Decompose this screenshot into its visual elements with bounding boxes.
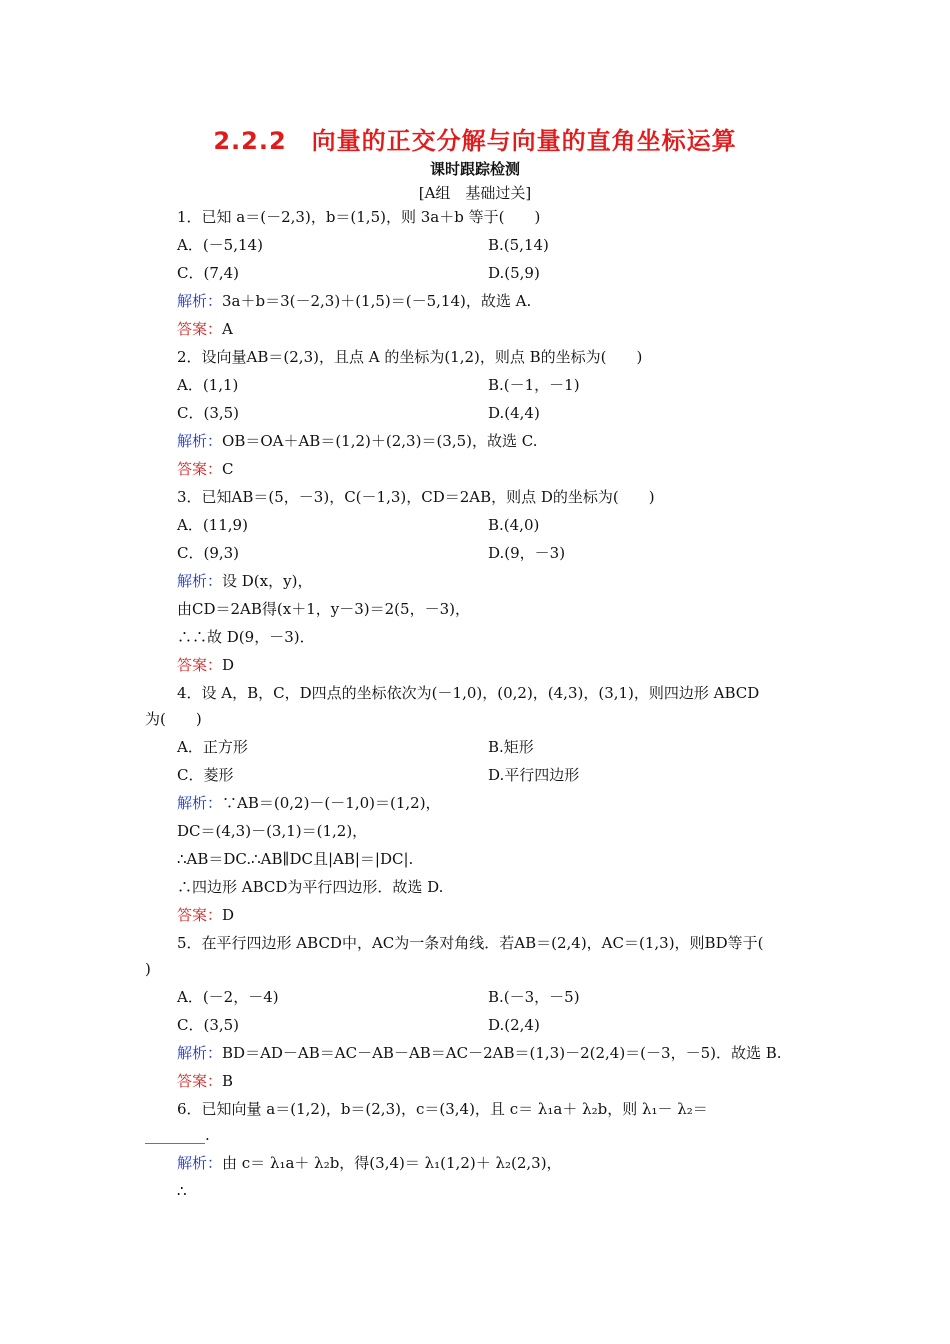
q4-option-c: C．菱形 <box>177 766 234 784</box>
group-heading: [A组 基础过关] <box>418 184 532 202</box>
q3-answer <box>177 655 234 675</box>
q1-answer <box>177 319 233 339</box>
q4-analysis <box>177 793 441 813</box>
page-subtitle: 课时跟踪检测 <box>429 160 520 178</box>
q3-analysis <box>177 571 312 591</box>
q1-option-b: B.(5,14) <box>488 236 549 254</box>
q3-option-a: A．(11,9) <box>177 516 248 534</box>
answer-label: 答案： <box>177 320 223 338</box>
q6-analysis-text: 由 c＝ λ₁a＋ λ₂b，得(3,4)＝ λ₁(1,2)＋ λ₂(2,3)， <box>222 1154 562 1172</box>
q6-blank: ________. <box>145 1126 210 1144</box>
q5-analysis-text: BD＝AD－AB＝AC－AB－AB＝AC－2AB＝(1,3)－2(2,4)＝(－3，－5)．故选 B. <box>222 1044 782 1062</box>
analysis-label: 解析： <box>177 794 223 812</box>
q3-option-c: C．(9,3) <box>177 544 240 562</box>
answer-label: 答案： <box>177 460 223 478</box>
analysis-label: 解析： <box>177 292 223 310</box>
q3-option-d: D.(9，－3) <box>488 544 566 562</box>
q2-option-a: A．(1,1) <box>177 376 239 394</box>
analysis-label: 解析： <box>177 1044 223 1062</box>
analysis-label: 解析： <box>177 1154 223 1172</box>
q2-answer <box>177 459 234 479</box>
q2-answer-text: C <box>222 460 234 478</box>
q2-option-c: C．(3,5) <box>177 404 240 422</box>
q1-answer-text: A <box>222 320 233 338</box>
q2-option-b: B.(－1，－1) <box>488 376 580 394</box>
q4-analysis-line3: ∴AB＝DC.∴AB∥DC且|AB|＝|DC|. <box>177 850 414 868</box>
page-title: 2.2.2 向量的正交分解与向量的直角坐标运算 <box>213 127 737 155</box>
q5-analysis <box>177 1043 782 1063</box>
q3-option-b: B.(4,0) <box>488 516 540 534</box>
q2-analysis <box>177 431 537 451</box>
answer-label: 答案： <box>177 1072 223 1090</box>
answer-label: 答案： <box>177 906 223 924</box>
q3-analysis-line3: ∴∴故 D(9，－3)． <box>177 628 315 646</box>
q5-option-b: B.(－3，－5) <box>488 988 580 1006</box>
q6-analysis <box>177 1153 562 1173</box>
q4-answer <box>177 905 234 925</box>
q4-analysis-line2: DC＝(4,3)－(3,1)＝(1,2)， <box>177 822 368 840</box>
q5-answer-text: B <box>222 1072 234 1090</box>
q3-analysis-line2: 由CD＝2AB得(x＋1，y－3)＝2(5，－3)， <box>177 600 470 618</box>
q5-answer <box>177 1071 233 1091</box>
q4-answer-text: D <box>222 906 235 924</box>
q5-option-c: C．(3,5) <box>177 1016 240 1034</box>
analysis-label: 解析： <box>177 432 223 450</box>
q3-analysis-text: 设 D(x，y)， <box>222 572 313 590</box>
q5-option-d: D.(2,4) <box>488 1016 540 1034</box>
q2-analysis-text: OB＝OA＋AB＝(1,2)＋(2,3)＝(3,5)，故选 C. <box>222 432 538 450</box>
q4-option-a: A．正方形 <box>177 738 248 756</box>
q1-option-d: D.(5,9) <box>488 264 540 282</box>
q5-stem-cont: ) <box>145 960 151 978</box>
q4-option-d: D.平行四边形 <box>488 766 580 784</box>
q5-stem: 5．在平行四边形 ABCD中，AC为一条对角线．若AB＝(2,4)，AC＝(1,3)，则BD等于( <box>177 934 764 952</box>
q3-answer-text: D <box>222 656 235 674</box>
q6-stem: 6．已知向量 a＝(1,2)，b＝(2,3)，c＝(3,4)，且 c＝ λ₁a＋ λ₂b，则 λ₁－ λ₂＝ <box>177 1100 708 1118</box>
q4-stem-cont: 为( ) <box>145 710 202 728</box>
q2-option-d: D.(4,4) <box>488 404 540 422</box>
q4-analysis-text: ∵AB＝(0,2)－(－1,0)＝(1,2)， <box>222 794 441 812</box>
q1-option-a: A．(－5,14) <box>177 236 263 254</box>
q5-option-a: A．(－2，－4) <box>177 988 279 1006</box>
q1-stem: 1．已知 a＝(－2,3)，b＝(1,5)，则 3a＋b 等于( ) <box>177 208 541 226</box>
q6-analysis-line2: ∴ <box>177 1182 187 1200</box>
q1-analysis <box>177 291 531 311</box>
analysis-label: 解析： <box>177 572 223 590</box>
q2-stem: 2．设向量AB＝(2,3)，且点 A 的坐标为(1,2)，则点 B的坐标为( ) <box>177 348 643 366</box>
q1-option-c: C．(7,4) <box>177 264 240 282</box>
q1-analysis-text: 3a＋b＝3(－2,3)＋(1,5)＝(－5,14)，故选 A. <box>222 292 532 310</box>
q4-option-b: B.矩形 <box>488 738 534 756</box>
q3-stem: 3．已知AB＝(5，－3)，C(－1,3)，CD＝2AB，则点 D的坐标为( ) <box>177 488 655 506</box>
q4-stem: 4．设 A，B，C，D四点的坐标依次为(－1,0)，(0,2)，(4,3)，(3,1)，则四边形 ABCD <box>177 684 760 702</box>
answer-label: 答案： <box>177 656 223 674</box>
q4-analysis-line4: ∴四边形 ABCD为平行四边形．故选 D. <box>177 878 444 896</box>
